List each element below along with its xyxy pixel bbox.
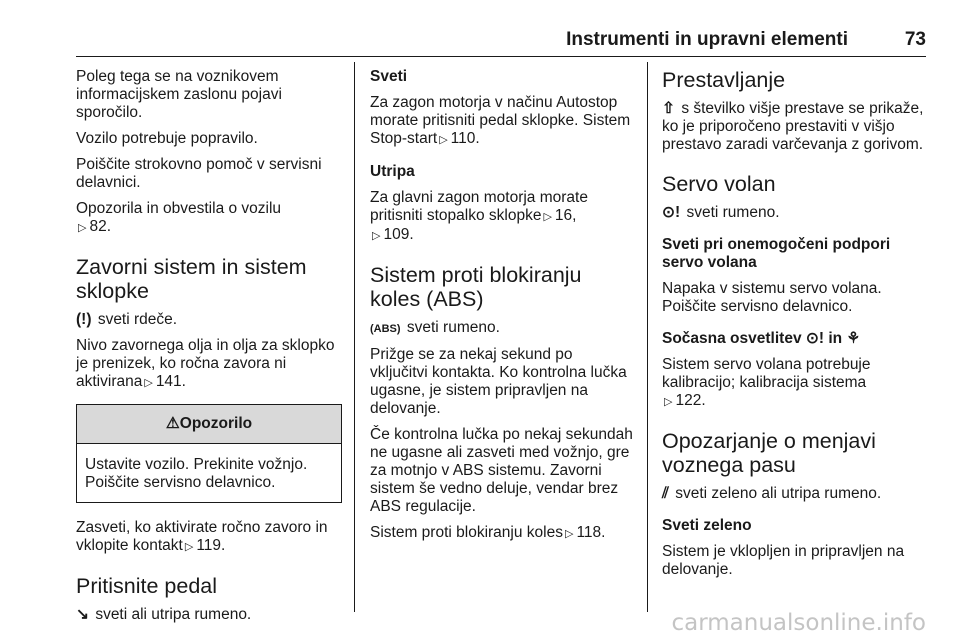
page-reference-link[interactable]: ▷ 16, bbox=[541, 207, 576, 224]
page-reference-link[interactable]: ▷ 118. bbox=[563, 524, 606, 541]
page-header bbox=[0, 26, 960, 56]
column-divider-1 bbox=[354, 62, 355, 612]
watermark: carmanualsonline.info bbox=[671, 610, 926, 636]
paragraph: Vozilo potrebuje popravilo. bbox=[76, 130, 258, 147]
paragraph: Za zagon motorja v načinu Autostop morate pritisniti pedal sklopke. Sistem Stop-start▷ 110. bbox=[370, 94, 634, 149]
subheading-sveti: Sveti bbox=[370, 68, 408, 85]
section-heading-shift: Prestavljanje bbox=[662, 68, 786, 92]
shift-up-icon: ⇧ bbox=[662, 100, 675, 117]
paragraph: Sistem je vklopljen in pripravljen na delovanje. bbox=[662, 543, 905, 578]
section-heading-lane: Opozarjanje o menjavi voznega pasu bbox=[662, 429, 876, 477]
warning-text: Ustavite vozilo. Prekinite vožnjo. Poiščite servisno delavnico. bbox=[85, 456, 308, 491]
warning-box bbox=[76, 404, 342, 503]
page-number: 73 bbox=[904, 29, 926, 50]
paragraph: Sistem servo volana potrebuje kalibracijo; kalibracija sistema ▷ 122. bbox=[662, 356, 930, 411]
warning-title: Opozorilo bbox=[179, 415, 253, 432]
paragraph: ⫽ sveti zeleno ali utripa rumeno. bbox=[662, 485, 882, 502]
warning-header bbox=[77, 405, 341, 444]
paragraph: Napaka v sistemu servo volana. Poiščite servisno delavnico. bbox=[662, 280, 882, 315]
section-heading-abs: Sistem proti blokiranju koles (ABS) bbox=[370, 263, 582, 311]
paragraph: (ABS) sveti rumeno. bbox=[370, 319, 500, 336]
page-reference-link[interactable]: ▷ 141. bbox=[142, 373, 186, 390]
column-left bbox=[76, 68, 342, 632]
abs-icon: (ABS) bbox=[370, 323, 401, 335]
paragraph: Sistem proti blokiranju koles▷ 118. bbox=[370, 524, 634, 543]
paragraph: Poleg tega se na voznikovem informacijskem zaslonu pojavi sporočilo. bbox=[76, 68, 282, 121]
subheading-servo-disabled: Sveti pri onemogočeni podpori servo volana bbox=[662, 236, 891, 271]
paragraph: Poiščite strokovno pomoč v servisni delavnici. bbox=[76, 156, 322, 191]
section-heading-brake: Zavorni sistem in sistem sklopke bbox=[76, 255, 307, 303]
paragraph: Prižge se za nekaj sekund po vključitvi kontakta. Ko kontrolna lučka ugasne, je sistem pripravljen na delovanje. bbox=[370, 346, 627, 417]
section-heading-pedal: Pritisnite pedal bbox=[76, 574, 218, 598]
column-middle bbox=[370, 68, 634, 551]
section-heading-servo: Servo volan bbox=[662, 172, 776, 196]
page-title: Instrumenti in upravni elementi bbox=[566, 29, 848, 50]
paragraph: ⇧ s številko višje prestave se prikaže, ko je priporočeno prestaviti v višjo prestavo zaradi varčevanja z gorivom. bbox=[662, 100, 924, 153]
paragraph: Nivo zavornega olja in olja za sklopko je prenizek, ko ročna zavora ni aktivirana▷ 141. bbox=[76, 337, 342, 392]
paragraph: ↘ sveti ali utripa rumeno. bbox=[76, 606, 252, 623]
paragraph: Za glavni zagon motorja morate pritisniti stopalko sklopke▷ 16, ▷ 109. bbox=[370, 189, 634, 245]
paragraph: ⊙! sveti rumeno. bbox=[662, 204, 780, 221]
paragraph: (!) sveti rdeče. bbox=[76, 311, 178, 328]
page-reference-link[interactable]: ▷ 82. bbox=[76, 218, 111, 235]
subheading-green: Sveti zeleno bbox=[662, 517, 752, 534]
paragraph: Zasveti, ko aktivirate ročno zavoro in vklopite kontakt▷ 119. bbox=[76, 519, 342, 556]
clutch-pedal-icon: ↘ bbox=[76, 606, 89, 623]
page-reference-link[interactable]: ▷ 119. bbox=[183, 537, 226, 554]
column-right bbox=[662, 68, 930, 587]
page-reference-link[interactable]: ▷ 109. bbox=[370, 226, 414, 243]
subheading-simultaneous: Sočasna osvetlitev ⊙! in ⚘ bbox=[662, 330, 861, 347]
brake-warning-icon: (!) bbox=[76, 311, 92, 328]
header-divider bbox=[76, 56, 926, 57]
page-reference-link[interactable]: ▷ 110. bbox=[437, 130, 480, 147]
column-divider-2 bbox=[647, 62, 648, 612]
steering-warning-icon: ⊙! bbox=[662, 204, 681, 221]
lane-departure-icon: ⫽ bbox=[662, 485, 669, 502]
paragraph: Opozorila in obvestila o vozilu ▷ 82. bbox=[76, 200, 342, 237]
page-reference-link[interactable]: ▷ 122. bbox=[662, 392, 706, 409]
warning-triangle-icon: ⚠ bbox=[165, 415, 180, 432]
subheading-utripa: Utripa bbox=[370, 163, 415, 180]
paragraph: Če kontrolna lučka po nekaj sekundah ne ugasne ali zasveti med vožnjo, gre za motnjo v ABS sistemu. Zavorni sistem še vedno deluje, vendar brez ABS regulacije. bbox=[370, 426, 633, 515]
